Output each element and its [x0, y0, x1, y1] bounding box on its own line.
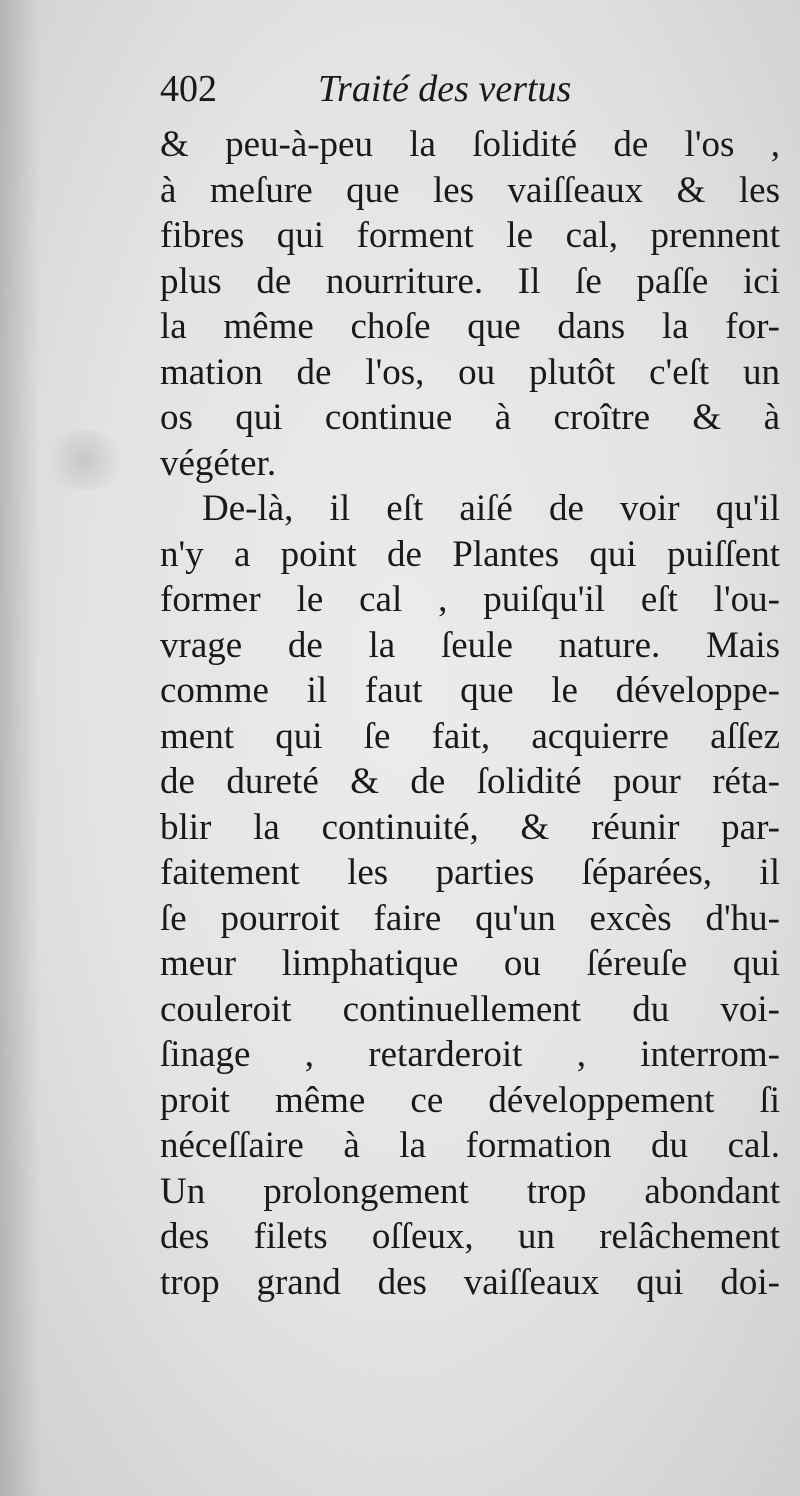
text-line: fibres qui forment le cal, prennent	[160, 215, 780, 256]
text-line: ment qui ſe fait, acquierre aſſez	[160, 715, 780, 757]
text-line: Un prolongement trop abondant	[160, 1170, 780, 1212]
text-line: ſe pourroit faire qu'un excès d'hu-	[160, 897, 780, 939]
gutter-shadow	[0, 0, 40, 1496]
running-title: Traité des vertus	[318, 68, 572, 110]
text-line: faitement les parties ſéparées, il	[160, 852, 780, 893]
text-line: & peu-à-peu la ſolidité de l'os ,	[160, 124, 780, 165]
text-line: proit même ce développement ſi	[160, 1079, 780, 1121]
text-line: comme il faut que le développe-	[160, 670, 780, 711]
text-line: vrage de la ſeule nature. Mais	[160, 624, 780, 666]
text-line: néceſſaire à la formation du cal.	[160, 1125, 780, 1166]
paper-stain	[40, 430, 130, 490]
text-line: blir la continuité, & réunir par-	[160, 806, 780, 848]
text-line: ſinage , retarderoit , interrom-	[160, 1034, 780, 1075]
body-text	[160, 122, 780, 1305]
text-line: former le cal , puiſqu'il eſt l'ou-	[160, 579, 780, 620]
paragraph-first-line: De-là, il eſt aiſé de voir qu'il	[202, 488, 780, 529]
page-number: 402	[160, 68, 217, 110]
text-line: mation de l'os, ou plutôt c'eſt un	[160, 351, 780, 393]
text-line: meur limphatique ou ſéreuſe qui	[160, 943, 780, 984]
text-line: à meſure que les vaiſſeaux & les	[160, 169, 780, 211]
text-line: de dureté & de ſolidité pour réta-	[160, 761, 780, 802]
text-line: plus de nourriture. Il ſe paſſe ici	[160, 260, 780, 302]
text-line: la même choſe que dans la for-	[160, 306, 780, 347]
text-line: des filets oſſeux, un relâchement	[160, 1216, 780, 1257]
text-line: végéter.	[160, 442, 277, 484]
text-line: n'y a point de Plantes qui puiſſent	[160, 533, 780, 575]
page-header	[160, 62, 760, 116]
text-line: couleroit continuellement du voi-	[160, 988, 780, 1030]
text-line: trop grand des vaiſſeaux qui doi-	[160, 1261, 780, 1303]
text-line: os qui continue à croître & à	[160, 397, 780, 438]
